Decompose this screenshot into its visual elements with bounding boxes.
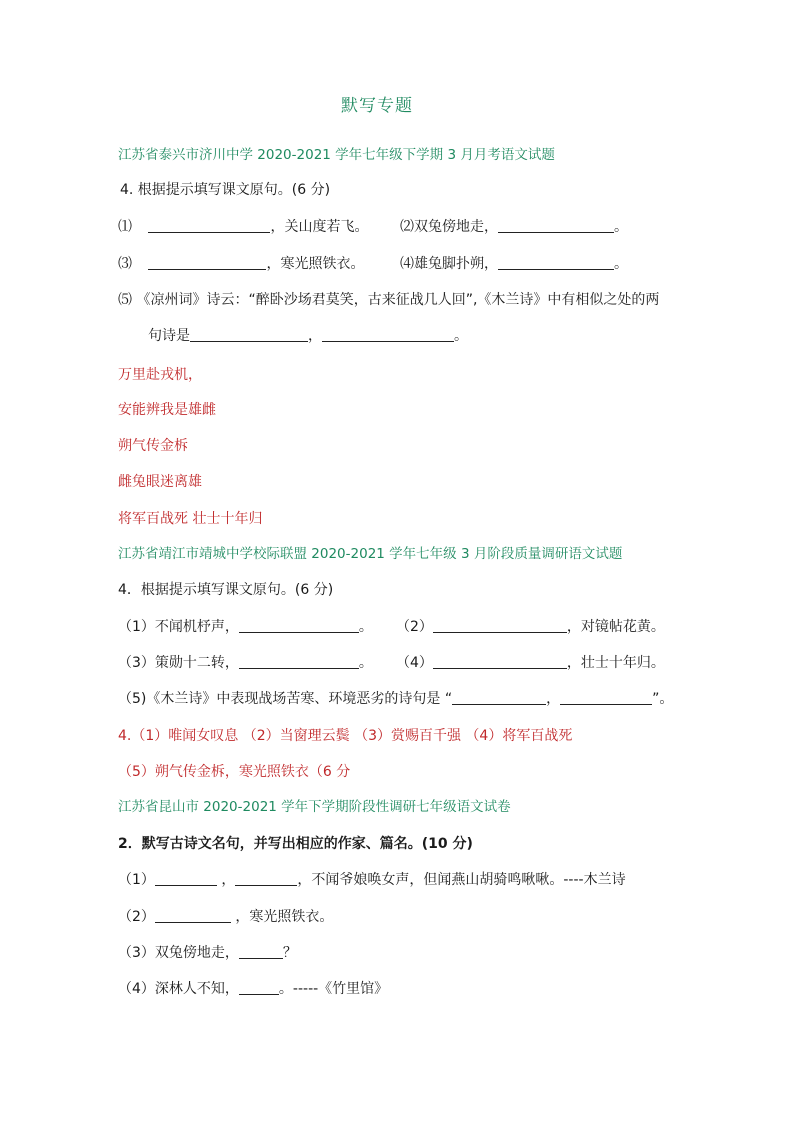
line-text: 句诗是 (148, 328, 190, 344)
line-text: 。 (614, 219, 628, 235)
line-text: ，对镜帖花黄。 (566, 619, 665, 635)
fill-line-5 (118, 689, 673, 709)
fill-line-1 (118, 217, 368, 237)
line-text: 。 (454, 328, 468, 344)
line-text: ，不闻爷娘唤女声，但闻燕山胡骑鸣啾啾。----木兰诗 (297, 872, 626, 888)
fill-line-4 (396, 653, 665, 673)
question-heading-3: 2．默写古诗文名句，并写出相应的作家、篇名。(10 分) (118, 836, 473, 852)
source-heading-2: 江苏省靖江市靖城中学校际联盟 2020-2021 学年七年级 3 月阶段质量调研语文试题 (118, 546, 623, 562)
source-heading-1: 江苏省泰兴市济川中学 2020-2021 学年七年级下学期 3 月月考语文试题 (118, 147, 555, 163)
line-text: ， (546, 691, 561, 707)
answer-blank (498, 218, 614, 233)
line-text: ”。 (652, 691, 674, 707)
item-number: ⑴ (118, 219, 132, 235)
line-text: （4） (396, 655, 433, 671)
answer-blank (452, 690, 546, 705)
answer-line: 4.（1）唯闻女叹息 （2）当窗理云鬓 （3）赏赐百千强 （4）将军百战死 (118, 728, 573, 744)
fill-line-1 (118, 617, 373, 637)
line-text: （5)《木兰诗》中表现战场苦寒、环境恶劣的诗句是 “ (118, 691, 453, 707)
line-text: （1）不闻机杼声， (118, 619, 239, 635)
fill-line-2 (400, 217, 628, 237)
line-text: ⑷雄兔脚扑朔， (400, 256, 498, 272)
answer-blank (433, 654, 567, 669)
question-heading-2: 4．根据提示填写课文原句。(6 分) (118, 582, 334, 598)
line-text: ？ (282, 945, 297, 961)
fill-line-2 (118, 907, 333, 927)
fill-line-3 (118, 254, 364, 274)
answer-blank (235, 871, 297, 886)
fill-line-3 (118, 943, 297, 963)
answer-blank (498, 255, 614, 270)
line-text: （3）策勋十二转， (118, 655, 239, 671)
fill-line-1 (118, 870, 626, 890)
fill-line-3 (118, 653, 373, 673)
answer-blank (322, 327, 454, 342)
answer-blank (148, 218, 270, 233)
answer-blank (239, 980, 279, 995)
line-text: ，关山度若飞。 (270, 219, 369, 235)
line-text: （4）深林人不知， (118, 981, 239, 997)
answer-line: 朔气传金柝 (118, 438, 188, 454)
page-title-text: 默写专题 (341, 96, 413, 116)
fill-line-4 (400, 254, 628, 274)
answer-blank (190, 327, 308, 342)
line-text: 。-----《竹里馆》 (278, 981, 389, 997)
line-text: （2） (118, 909, 155, 925)
source-heading-3: 江苏省昆山市 2020-2021 学年下学期阶段性调研七年级语文试卷 (118, 799, 511, 815)
item-number: ⑶ (118, 256, 132, 272)
answer-blank (155, 908, 231, 923)
line-text: ，壮士十年归。 (566, 655, 665, 671)
answer-line: 安能辨我是雄雌 (118, 402, 216, 418)
fill-line-2 (396, 617, 665, 637)
line-text: 。 (358, 655, 373, 671)
answer-blank (239, 654, 359, 669)
line-text: ， (216, 872, 236, 888)
answer-line: 万里赴戎机， (118, 367, 202, 383)
answer-line: 雌兔眼迷离雄 (118, 474, 202, 490)
question-heading-1: 4. 根据提示填写课文原句。(6 分) (120, 182, 331, 198)
line-text: （2） (396, 619, 433, 635)
line-text: ， (308, 328, 322, 344)
answer-line: （5）朔气传金柝，寒光照铁衣（6 分 (118, 764, 351, 780)
line-text: （3）双兔傍地走， (118, 945, 239, 961)
line-text: 。 (614, 256, 628, 272)
answer-blank (433, 618, 567, 633)
answer-blank (155, 871, 217, 886)
line-text: 。 (358, 619, 373, 635)
answer-line: 将军百战死 壮士十年归 (118, 511, 263, 527)
answer-blank (239, 618, 359, 633)
answer-blank (239, 944, 283, 959)
answer-blank (148, 255, 266, 270)
line-text: （1） (118, 872, 155, 888)
line-text: ，寒光照铁衣。 (266, 256, 365, 272)
page-title (0, 96, 794, 116)
line-text: ⑵双兔傍地走， (400, 219, 498, 235)
fill-line-5-cont (148, 326, 468, 346)
fill-line-4 (118, 979, 388, 999)
fill-line-5: ⑸ 《凉州词》诗云：“醉卧沙场君莫笑，古来征战几人回”,《木兰诗》中有相似之处的两 (118, 292, 660, 308)
answer-blank (560, 690, 652, 705)
line-text: ，寒光照铁衣。 (230, 909, 334, 925)
